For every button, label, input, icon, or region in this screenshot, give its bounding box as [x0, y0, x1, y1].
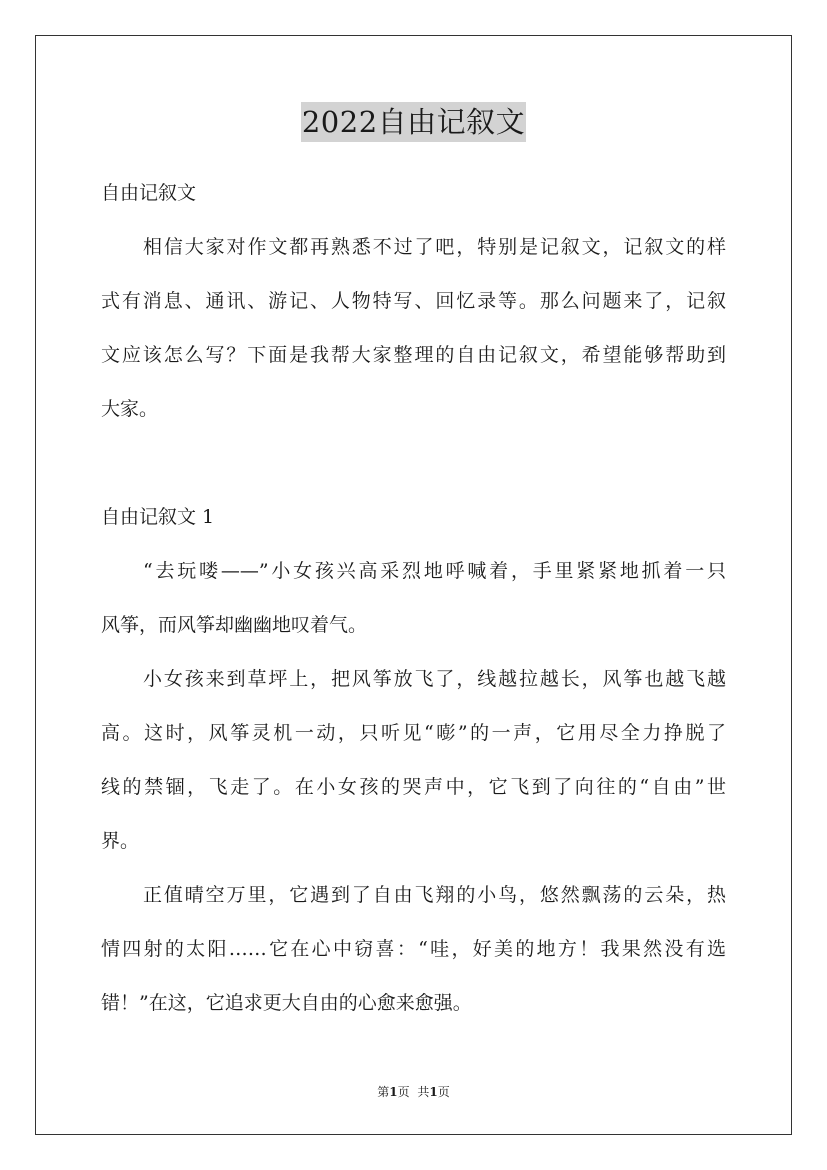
intro-line: 文应该怎么写？下面是我帮大家整理的自由记叙文，希望能够帮助到 — [101, 344, 726, 366]
intro-line: 式有消息、通讯、游记、人物特写、回忆录等。那么问题来了，记叙 — [101, 290, 726, 312]
document-title: 2022自由记叙文 — [301, 102, 526, 142]
paragraph-line: 情四射的太阳……它在心中窃喜：“哇，好美的地方！我果然没有选 — [101, 938, 726, 960]
section-heading: 自由记叙文 1 — [101, 506, 215, 528]
paragraph-line: “去玩喽——”小女孩兴高采烈地呼喊着，手里紧紧地抓着一只 — [143, 560, 726, 582]
page-number: 1 — [389, 1085, 398, 1099]
intro-line: 大家。 — [101, 398, 159, 420]
total-suffix: 页 — [437, 1085, 450, 1099]
blank-line — [101, 436, 726, 490]
title-container — [0, 102, 827, 142]
paragraph-line: 小女孩来到草坪上，把风筝放飞了，线越拉越长，风筝也越飞越 — [143, 668, 726, 690]
intro-paragraph — [101, 220, 726, 436]
document-body — [101, 166, 726, 1030]
paragraph-line: 错！”在这，它追求更大自由的心愈来愈强。 — [101, 992, 472, 1014]
page-prefix: 第 — [377, 1085, 390, 1099]
paragraph-line: 高。这时，风筝灵机一动，只听见“嘭”的一声，它用尽全力挣脱了 — [101, 722, 726, 744]
paragraph-line: 界。 — [101, 830, 140, 852]
paragraph-line: 正值晴空万里，它遇到了自由飞翔的小鸟，悠然飘荡的云朵，热 — [143, 884, 726, 906]
total-prefix: 共 — [417, 1085, 430, 1099]
page-suffix: 页 — [397, 1085, 410, 1099]
paragraph-line: 线的禁锢，飞走了。在小女孩的哭声中，它飞到了向往的“自由”世 — [101, 776, 726, 798]
page-footer — [0, 1083, 827, 1100]
total-pages: 1 — [429, 1085, 438, 1099]
intro-line: 相信大家对作文都再熟悉不过了吧，特别是记叙文，记叙文的样 — [143, 236, 726, 258]
story-paragraph-3 — [101, 868, 726, 1030]
subtitle: 自由记叙文 — [101, 182, 197, 204]
story-paragraph-2 — [101, 652, 726, 868]
paragraph-line: 风筝，而风筝却幽幽地叹着气。 — [101, 614, 368, 636]
story-paragraph-1 — [101, 544, 726, 652]
